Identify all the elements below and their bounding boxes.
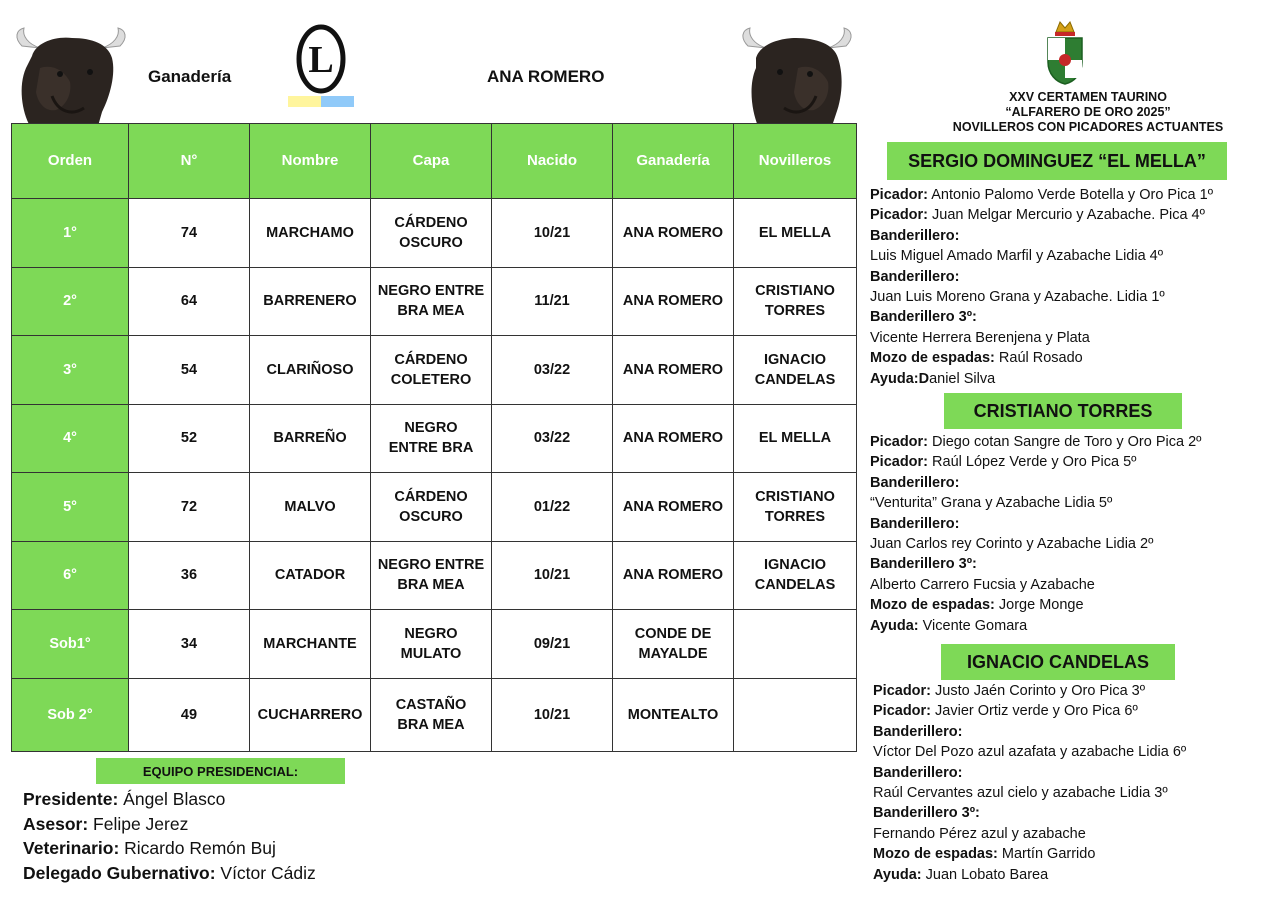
cell-nombre: BARRENERO: [250, 267, 371, 336]
cell-ganaderia-line: ANA ROMERO: [622, 498, 724, 515]
cuadrilla-line: [870, 473, 1270, 493]
equipo-role: Veterinario:: [23, 838, 120, 858]
table-body: [12, 199, 857, 752]
equipo-name: Ángel Blasco: [118, 789, 226, 809]
ganaderia-label: Ganadería: [148, 67, 232, 86]
cuadrilla-line: [873, 681, 1273, 701]
equipo-presidencial-title: EQUIPO PRESIDENCIAL:: [96, 758, 345, 784]
cell-orden: 2°: [12, 267, 129, 336]
cuadrilla-line: [873, 803, 1273, 823]
torero-name-3: IGNACIO CANDELAS: [941, 644, 1175, 680]
cell-nacido: 03/22: [492, 404, 613, 473]
cell-novillero-line: EL MELLA: [758, 430, 832, 447]
cuadrilla-role: Ayuda:D: [870, 370, 930, 387]
cell-nacido: 11/21: [492, 267, 613, 336]
coat-of-arms-icon: [1044, 16, 1086, 86]
certamen-title: [900, 90, 1276, 135]
cell-capa-line: NEGRO ENTRE: [377, 283, 485, 300]
cuadrilla-member: aniel Silva: [929, 370, 996, 387]
cell-capa-line: CASTAÑO: [395, 696, 467, 713]
equipo-presidencial-list: [23, 787, 316, 885]
equipo-name: Ricardo Remón Buj: [119, 838, 276, 858]
cuadrilla-line: [870, 369, 1270, 389]
cell-numero: 52: [129, 404, 250, 473]
cuadrilla-line: [870, 267, 1270, 287]
cell-novillero: [734, 678, 857, 751]
cuadrilla-line: [873, 783, 1273, 803]
equipo-member: [23, 836, 316, 861]
bull-head-image-right: [738, 16, 856, 126]
cuadrilla-member: Juan Lobato Barea: [921, 866, 1049, 883]
equipo-name: Felipe Jerez: [88, 813, 189, 834]
cuadrilla-role: Picador:: [870, 434, 929, 450]
equipo-name: Víctor Cádiz: [215, 862, 316, 883]
cell-orden: 3°: [12, 336, 129, 405]
cuadrilla-role: Banderillero:: [870, 515, 960, 532]
cell-orden: 1°: [12, 199, 129, 268]
col-header-orden: Orden: [12, 124, 129, 199]
cuadrilla-member: Martín Garrido: [997, 846, 1096, 863]
cuadrilla-role: Banderillero:: [870, 268, 960, 285]
cell-ganaderia: [613, 404, 734, 473]
col-header-capa: Capa: [371, 124, 492, 199]
cuadrilla-member: Raúl Cervantes azul cielo y azabache Lidia 3º: [873, 785, 1168, 802]
cuadrilla-line: [870, 287, 1270, 307]
cuadrilla-line: [873, 865, 1273, 885]
cuadrilla-role: Picador:: [870, 207, 929, 224]
cell-novillero: [734, 610, 857, 679]
table-row: [12, 267, 857, 336]
cuadrilla-line: [873, 722, 1273, 742]
cuadrilla-role: Banderillero 3º:: [870, 309, 977, 326]
brand-mark-icon: [286, 24, 356, 110]
cuadrilla-member: Juan Luis Moreno Grana y Azabache. Lidia 1º: [870, 289, 1165, 306]
cell-ganaderia-line: ANA ROMERO: [622, 567, 724, 584]
cuadrilla-role: Mozo de espadas:: [873, 846, 998, 863]
cell-ganaderia: [613, 199, 734, 268]
cell-capa: [371, 404, 492, 473]
cell-ganaderia-line: ANA ROMERO: [622, 361, 724, 378]
equipo-member: [23, 787, 316, 812]
cuadrilla-line: [870, 616, 1270, 636]
cell-novillero: [734, 267, 857, 336]
cuadrilla-3: [873, 681, 1273, 885]
cuadrilla-role: Ayuda:: [873, 866, 922, 883]
table-row: [12, 199, 857, 268]
cell-nacido: 03/22: [492, 336, 613, 405]
cuadrilla-line: [873, 824, 1273, 844]
cuadrilla-member: Jorge Monge: [994, 597, 1084, 614]
cuadrilla-member: Justo Jaén Corinto y Oro Pica 3º: [931, 683, 1146, 699]
cuadrilla-member: Vicente Herrera Berenjena y Plata: [870, 329, 1090, 346]
cell-nacido: 10/21: [492, 199, 613, 268]
cuadrilla-member: Juan Carlos rey Corinto y Azabache Lidia 2º: [870, 536, 1154, 553]
cuadrilla-role: Banderillero:: [870, 474, 960, 491]
cuadrilla-line: [870, 514, 1270, 534]
cell-numero: 72: [129, 473, 250, 542]
col-header-nombre: Nombre: [250, 124, 371, 199]
equipo-role: Asesor:: [23, 813, 89, 834]
ganaderia-owner: ANA ROMERO: [487, 67, 605, 86]
cuadrilla-role: Ayuda:: [870, 617, 919, 634]
cuadrilla-member: Javier Ortiz verde y Oro Pica 6º: [931, 703, 1138, 720]
cuadrilla-member: Luis Miguel Amado Marfil y Azabache Lidia 4º: [870, 248, 1164, 265]
cell-novillero: [734, 541, 857, 610]
cuadrilla-member: Fernando Pérez azul y azabache: [873, 825, 1086, 842]
equipo-role: Delegado Gubernativo:: [23, 862, 216, 883]
cuadrilla-line: [873, 701, 1273, 721]
cell-capa: [371, 541, 492, 610]
cuadrilla-role: Banderillero:: [873, 723, 963, 740]
table-header-row: [12, 124, 857, 199]
cuadrilla-member: Raúl Rosado: [994, 350, 1083, 367]
col-header-numero: N°: [129, 124, 250, 199]
torero-name-2: CRISTIANO TORRES: [944, 393, 1182, 429]
cell-capa-line: BRA MEA: [397, 716, 465, 733]
col-header-novilleros: Novilleros: [734, 124, 857, 199]
cell-novillero-line: IGNACIO: [763, 557, 827, 574]
divisa-yellow: [288, 96, 321, 107]
cell-capa: [371, 610, 492, 679]
cell-capa-line: NEGRO: [404, 625, 458, 642]
cell-nacido: 10/21: [492, 678, 613, 751]
cell-ganaderia-line: ANA ROMERO: [622, 430, 724, 447]
cell-capa-line: OSCURO: [399, 234, 463, 251]
cuadrilla-line: [870, 493, 1270, 513]
cuadrilla-member: Juan Melgar Mercurio y Azabache. Pica 4º: [928, 207, 1205, 224]
cell-capa: [371, 267, 492, 336]
cell-orden: 5°: [12, 473, 129, 542]
cell-capa-line: CÁRDENO: [394, 214, 468, 231]
cell-novillero: [734, 473, 857, 542]
cuadrilla-role: Picador:: [873, 703, 932, 720]
cell-numero: 74: [129, 199, 250, 268]
cell-nombre: CLARIÑOSO: [250, 336, 371, 405]
bulls-table: [11, 123, 857, 752]
torero-name-1: SERGIO DOMINGUEZ “EL MELLA”: [887, 142, 1227, 180]
cuadrilla-line: [870, 246, 1270, 266]
cell-nombre: MALVO: [250, 473, 371, 542]
cell-capa-line: BRA MEA: [397, 303, 465, 320]
cell-capa-line: NEGRO: [404, 420, 458, 437]
cell-nacido: 10/21: [492, 541, 613, 610]
cuadrilla-member: Vicente Gomara: [918, 617, 1028, 634]
cuadrilla-line: [870, 205, 1270, 225]
cell-nombre: CATADOR: [250, 541, 371, 610]
cell-ganaderia-line: MONTEALTO: [627, 706, 719, 723]
cuadrilla-member: “Venturita” Grana y Azabache Lidia 5º: [870, 495, 1113, 512]
cell-nombre: BARREÑO: [250, 404, 371, 473]
cell-ganaderia-line: MAYALDE: [638, 645, 708, 662]
equipo-member: [23, 861, 316, 886]
cuadrilla-role: Banderillero 3º:: [870, 556, 977, 573]
cell-orden: Sob 2°: [12, 678, 129, 751]
cell-nombre: CUCHARRERO: [250, 678, 371, 751]
cuadrilla-line: [873, 763, 1273, 783]
cuadrilla-role: Picador:: [870, 187, 929, 203]
cell-orden: Sob1°: [12, 610, 129, 679]
cell-novillero-line: CRISTIANO: [755, 283, 835, 300]
col-header-ganaderia: Ganadería: [613, 124, 734, 199]
cuadrilla-role: Picador:: [870, 454, 929, 471]
cuadrilla-line: [870, 226, 1270, 246]
cuadrilla-role: Mozo de espadas:: [870, 597, 995, 614]
cell-capa: [371, 678, 492, 751]
table-row: [12, 610, 857, 679]
cell-numero: 64: [129, 267, 250, 336]
cell-ganaderia: [613, 610, 734, 679]
equipo-member: [23, 812, 316, 837]
cuadrilla-member: Alberto Carrero Fucsia y Azabache: [870, 576, 1095, 593]
cell-novillero: [734, 404, 857, 473]
cell-ganaderia: [613, 678, 734, 751]
cell-ganaderia-line: CONDE DE: [634, 625, 712, 642]
cell-ganaderia: [613, 541, 734, 610]
cell-ganaderia-line: ANA ROMERO: [622, 293, 724, 310]
cuadrilla-line: [870, 452, 1270, 472]
cuadrilla-line: [870, 432, 1270, 452]
cell-novillero-line: TORRES: [764, 508, 826, 525]
cell-capa-line: BRA MEA: [397, 577, 465, 594]
cell-numero: 36: [129, 541, 250, 610]
cell-capa-line: CÁRDENO: [394, 351, 468, 368]
cell-ganaderia: [613, 267, 734, 336]
cuadrilla-line: [870, 575, 1270, 595]
cuadrilla-line: [873, 844, 1273, 864]
cuadrilla-line: [870, 534, 1270, 554]
cell-capa-line: MULATO: [400, 645, 462, 662]
cell-capa: [371, 199, 492, 268]
cell-novillero-line: IGNACIO: [763, 351, 827, 368]
cell-novillero-line: CRISTIANO: [755, 488, 835, 505]
cell-novillero-line: TORRES: [764, 303, 826, 320]
cuadrilla-line: [870, 348, 1270, 368]
table-row: [12, 541, 857, 610]
cuadrilla-role: Mozo de espadas:: [870, 350, 995, 367]
cuadrilla-line: [870, 554, 1270, 574]
cuadrilla-line: [870, 185, 1270, 205]
cell-capa: [371, 336, 492, 405]
cell-nacido: 09/21: [492, 610, 613, 679]
cell-orden: 6°: [12, 541, 129, 610]
cell-ganaderia: [613, 336, 734, 405]
table-row: [12, 473, 857, 542]
cell-numero: 54: [129, 336, 250, 405]
cell-novillero: [734, 199, 857, 268]
table-row: [12, 336, 857, 405]
cell-capa-line: OSCURO: [399, 508, 463, 525]
cell-capa: [371, 473, 492, 542]
bull-head-image-left: [12, 16, 130, 126]
cell-novillero-line: CANDELAS: [754, 371, 836, 388]
cuadrilla-line: [870, 595, 1270, 615]
cell-nombre: MARCHANTE: [250, 610, 371, 679]
cell-capa-line: NEGRO ENTRE: [377, 557, 485, 574]
certamen-line-2: “ALFARERO DE ORO 2025”: [1005, 105, 1171, 119]
cuadrilla-line: [870, 307, 1270, 327]
cuadrilla-member: Víctor Del Pozo azul azafata y azabache Lidia 6º: [873, 744, 1187, 761]
certamen-line-1: XXV CERTAMEN TAURINO: [1009, 90, 1167, 104]
cell-capa-line: COLETERO: [390, 371, 472, 388]
cuadrilla-1: [870, 185, 1270, 389]
cuadrilla-line: [873, 742, 1273, 762]
divisa-blue: [321, 96, 354, 107]
cuadrilla-member: Raúl López Verde y Oro Pica 5º: [928, 454, 1137, 471]
table-row: [12, 404, 857, 473]
cuadrilla-role: Banderillero 3º:: [873, 805, 980, 822]
cuadrilla-line: [870, 328, 1270, 348]
cell-novillero-line: CANDELAS: [754, 577, 836, 594]
cell-capa-line: ENTRE BRA: [388, 440, 474, 457]
cell-capa-line: CÁRDENO: [394, 488, 468, 505]
cell-orden: 4°: [12, 404, 129, 473]
table-row: [12, 678, 857, 751]
equipo-role: Presidente:: [23, 789, 119, 809]
cell-ganaderia-line: ANA ROMERO: [622, 224, 724, 241]
cuadrilla-role: Banderillero:: [873, 764, 963, 781]
cell-numero: 49: [129, 678, 250, 751]
col-header-nacido: Nacido: [492, 124, 613, 199]
cuadrilla-member: Antonio Palomo Verde Botella y Oro Pica 1º: [928, 187, 1214, 203]
certamen-line-3: NOVILLEROS CON PICADORES ACTUANTES: [952, 120, 1224, 134]
cell-nacido: 01/22: [492, 473, 613, 542]
cell-numero: 34: [129, 610, 250, 679]
cuadrilla-member: Diego cotan Sangre de Toro y Oro Pica 2º: [928, 434, 1202, 450]
cell-ganaderia: [613, 473, 734, 542]
cuadrilla-role: Picador:: [873, 683, 932, 699]
cell-novillero-line: EL MELLA: [758, 224, 832, 241]
cuadrilla-2: [870, 432, 1270, 636]
cuadrilla-role: Banderillero:: [870, 227, 960, 244]
cell-nombre: MARCHAMO: [250, 199, 371, 268]
cell-novillero: [734, 336, 857, 405]
brand-letter: L: [308, 39, 334, 81]
